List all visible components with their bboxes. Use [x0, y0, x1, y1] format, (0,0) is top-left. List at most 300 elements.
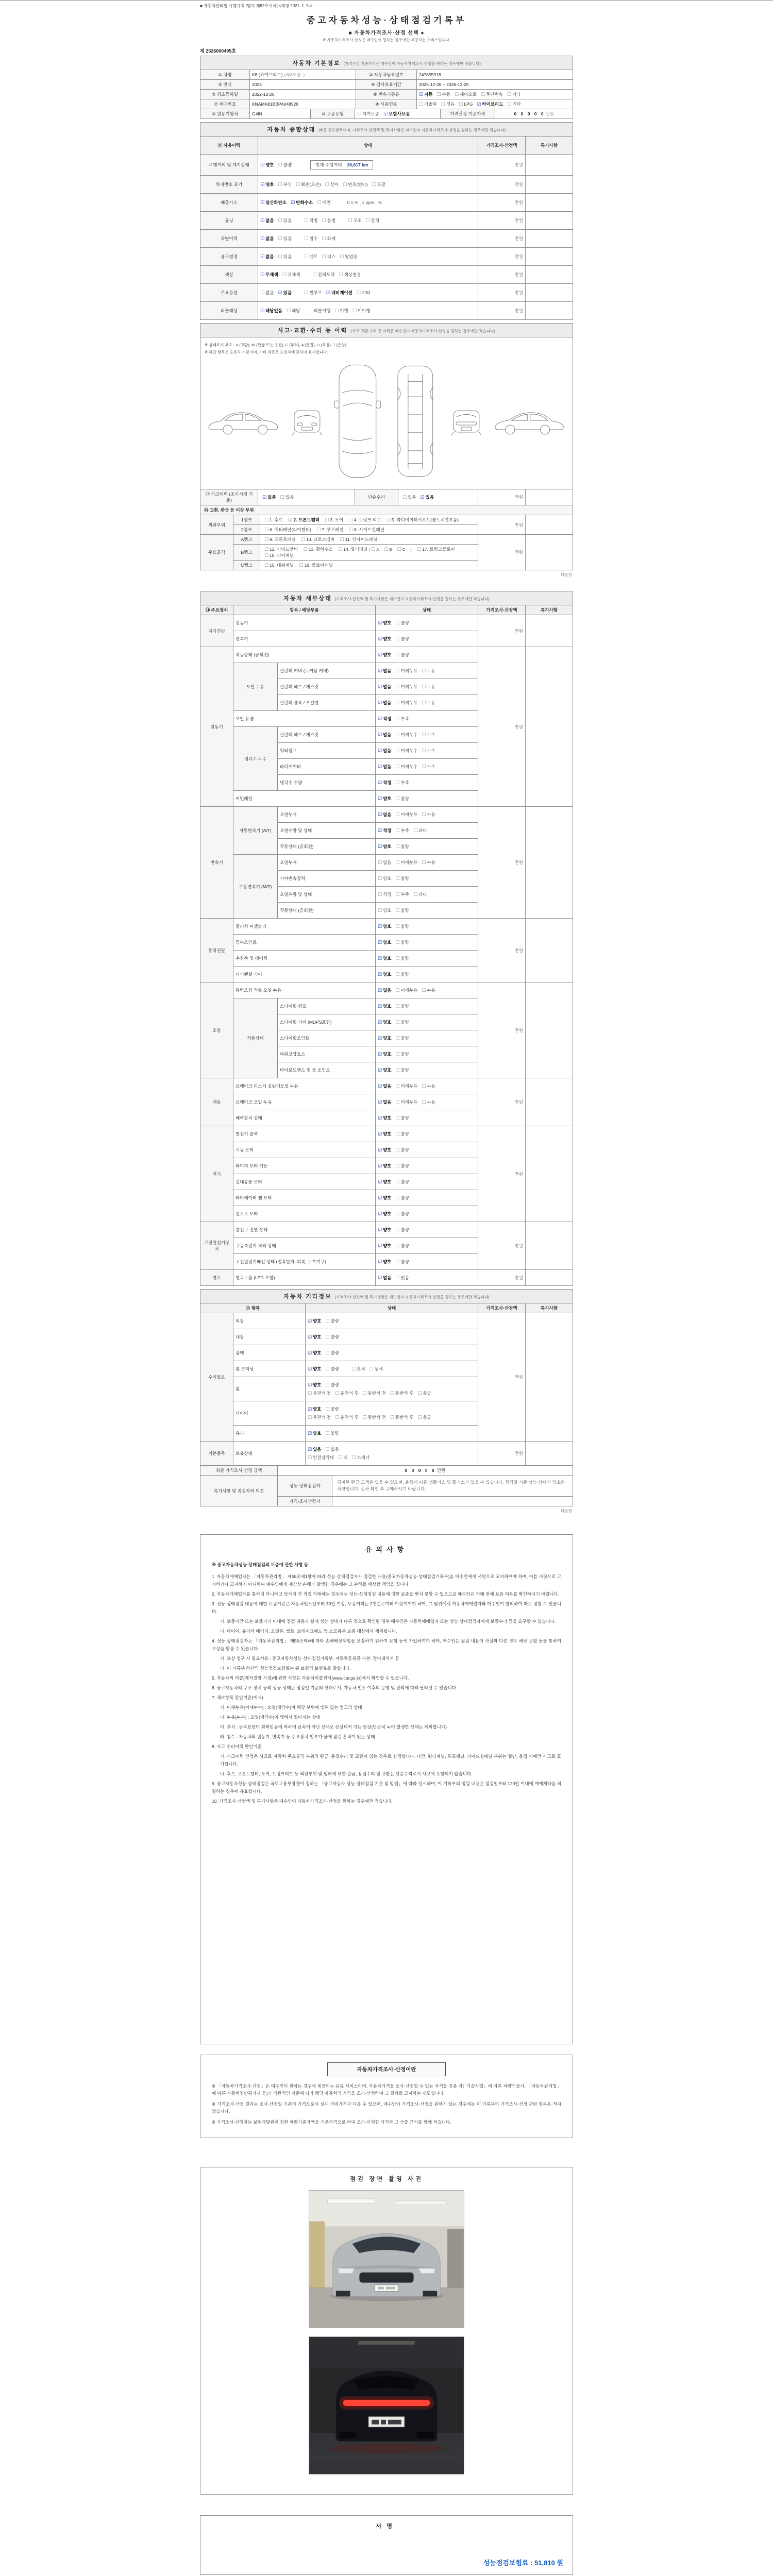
option-label: 불량	[330, 1382, 340, 1387]
checkbox-checked-icon: ☑	[308, 1447, 312, 1452]
note-cell	[525, 1078, 573, 1126]
section-note: (※은 중요항목이며, 가격조사·산정액 및 특기사항은 매수인이 자동차가격조사·산정을 원하는 경우에만 적습니다)	[318, 128, 506, 132]
option-label: 양호	[383, 1004, 392, 1009]
option-group	[308, 1366, 343, 1372]
option-label: 양호	[383, 620, 392, 625]
checkbox-unchecked-icon: ☐	[338, 547, 343, 552]
panel-group-label: 외판부위	[200, 515, 233, 535]
option-label: 불량	[400, 956, 410, 961]
mileage-label: 현재 주행거리	[315, 162, 342, 167]
option-unchecked	[363, 1390, 386, 1396]
note-cell	[525, 302, 573, 320]
field-label: ⑨ 원동기형식	[200, 109, 250, 119]
option-checked	[378, 1035, 392, 1041]
submodel-note: (세부모델 : )	[283, 73, 305, 77]
checkbox-checked-icon: ☑	[308, 1406, 312, 1412]
checkbox-unchecked-icon: ☐	[395, 796, 400, 801]
checkbox-unchecked-icon: ☐	[335, 1415, 340, 1420]
option-unchecked	[316, 527, 343, 533]
item-label: 광택	[233, 1345, 306, 1361]
price-survey-explain-paragraphs	[212, 2082, 561, 2126]
checkbox-unchecked-icon: ☐	[395, 748, 400, 753]
option-group	[378, 859, 440, 866]
checkbox-unchecked-icon: ☐	[378, 892, 382, 897]
checkbox-unchecked-icon: ☐	[369, 1366, 374, 1371]
option-label: 불량	[400, 1067, 410, 1073]
option-group	[378, 1259, 413, 1265]
final-price-unit: 만원	[437, 1468, 446, 1473]
checkbox-checked-icon: ☑	[288, 517, 293, 522]
price-cell: 만원	[478, 155, 525, 176]
status-cell	[376, 791, 478, 807]
checkbox-checked-icon: ☑	[383, 111, 388, 116]
checkbox-unchecked-icon: ☐	[395, 812, 400, 817]
table-row	[200, 807, 573, 823]
inspector-opinion-text: 경미한 판금·도색은 있을 수 있으며, 운행에 따른 생활기스 및 휠기스가 있을 수 있습니다. 점검일 기준 성능·상태가 양호한 차량입니다. 실차 확인 후 구매하시기 바랍니다.	[332, 1476, 573, 1497]
option-checked	[308, 1318, 322, 1324]
item-label: 변속기	[233, 631, 376, 647]
notice-section	[200, 1534, 573, 2044]
section-header-cell	[200, 123, 573, 137]
option-unchecked	[396, 1227, 410, 1233]
signature-label: 서명	[375, 2523, 398, 2530]
option-label: 적정	[383, 716, 392, 721]
option-label: 미세누유	[400, 700, 418, 705]
checkbox-unchecked-icon: ☐	[325, 1350, 330, 1355]
option-checked	[378, 1099, 392, 1105]
option-checked	[378, 1179, 392, 1185]
option-checked	[378, 684, 392, 690]
option-label: 동반석 후	[395, 1415, 414, 1420]
checkbox-unchecked-icon: ☐	[395, 668, 400, 673]
option-group	[378, 732, 440, 738]
option-label: 부족	[400, 892, 410, 897]
option-unchecked	[264, 562, 294, 568]
checkbox-unchecked-icon: ☐	[378, 908, 382, 913]
option-checked	[378, 1163, 392, 1169]
checkbox-checked-icon: ☑	[260, 272, 265, 277]
item-label: 작동상태 (공회전)	[278, 839, 376, 855]
notice-line: 8. 사고·수리이력 판단기준	[212, 1744, 262, 1749]
option-unchecked	[338, 546, 412, 552]
status-cell	[376, 647, 478, 663]
item-label: 보유상태	[233, 1442, 306, 1466]
table-row	[200, 155, 573, 176]
option-label: 미세누유	[400, 988, 418, 993]
option-unchecked	[335, 1414, 358, 1420]
option-label: 7. 루프패널	[322, 527, 344, 532]
status-cell	[376, 1094, 478, 1110]
checkbox-unchecked-icon: ☐	[334, 308, 339, 313]
option-label: 13. 휠하우스	[308, 547, 333, 552]
status-cell	[306, 1401, 478, 1426]
car-diagram-side-left-icon	[205, 405, 282, 437]
option-label: 없음	[383, 668, 392, 673]
notice-line: 9. 중고자동차성능·상태점검은 국토교통부장관이 정하는 「중고자동차 성능·상태점검 기준 및 방법」에 따라 실시하며, 이 기록부의 점검 내용은 점검일부터 120일 이내에 매매계약을 체결하는 경우에 유효합니다.	[212, 1781, 561, 1794]
overall-status-table	[200, 122, 573, 320]
rank-label: A랭크	[233, 535, 260, 545]
option-label: 없음	[383, 764, 392, 769]
column-header: 특기사항	[525, 137, 573, 155]
checkbox-unchecked-icon: ☐	[395, 1195, 400, 1200]
option-unchecked	[422, 987, 435, 993]
option-label: 기타	[512, 101, 521, 107]
option-unchecked	[357, 111, 379, 117]
option-unchecked	[287, 308, 300, 314]
checkbox-checked-icon: ☑	[378, 940, 382, 945]
option-label: 양호	[313, 1406, 322, 1412]
option-unchecked	[396, 1035, 410, 1041]
option-label: 전체도색	[317, 272, 335, 277]
item-label: 주요옵션	[200, 284, 258, 302]
checkbox-unchecked-icon: ☐	[413, 892, 418, 897]
option-label: 불량	[400, 1115, 410, 1121]
inspection-photo-front	[309, 2190, 464, 2328]
car-diagram-rear-icon	[447, 405, 485, 437]
car-rear-photo-shape	[336, 2371, 438, 2442]
note-cell	[525, 230, 573, 248]
checkbox-checked-icon: ☑	[378, 716, 382, 721]
option-unchecked	[264, 517, 283, 523]
option-unchecked	[349, 517, 381, 523]
checkbox-checked-icon: ☑	[308, 1350, 312, 1355]
option-label: 동반석 전	[367, 1415, 386, 1420]
inspection-valid-period: 2025-12-26 ~ 2026-12-25	[417, 80, 573, 90]
checkbox-unchecked-icon: ☐	[436, 92, 441, 97]
item-label: 실린더 블록 / 오일팬	[278, 695, 376, 711]
transmission-options	[417, 90, 573, 99]
checkbox-unchecked-icon: ☐	[325, 517, 329, 522]
status-cell	[376, 871, 478, 887]
option-unchecked	[396, 1051, 410, 1057]
table-header-row	[200, 605, 573, 615]
option-group	[378, 843, 413, 850]
option-unchecked	[396, 987, 418, 993]
accident-history-options	[258, 489, 355, 505]
option-label: 불량	[330, 1366, 340, 1371]
option-label: 2. 프론트펜더	[293, 517, 320, 522]
item-label: 차대번호 표기	[200, 176, 258, 194]
inspection-photo-rear	[309, 2336, 464, 2475]
status-cell	[376, 679, 478, 695]
column-header: ⑮ 항목	[200, 1303, 306, 1313]
price-cell: 만원	[478, 647, 525, 807]
status-cell	[376, 903, 478, 919]
status-cell	[306, 1361, 478, 1377]
checkbox-checked-icon: ☑	[378, 1195, 382, 1200]
checkbox-unchecked-icon: ☐	[395, 764, 400, 769]
option-label: 16. 플로어패널	[304, 563, 333, 568]
price-cell: 만원	[478, 230, 525, 248]
option-label: 불량	[283, 162, 292, 167]
option-checked	[378, 1115, 392, 1121]
explain-paragraph: ※ 가격조사·산정자는 보험개발원이 정한 차량기준가액을 기준가격으로 하여 조사·산정한 가격과 그 산출 근거를 함께 적습니다.	[212, 2120, 451, 2125]
option-group	[378, 1147, 413, 1153]
checkbox-unchecked-icon: ☐	[413, 828, 418, 833]
option-label: 양호	[313, 1318, 322, 1324]
option-unchecked	[322, 217, 336, 224]
option-label: 미세누유	[400, 668, 418, 673]
car-front-photo-shape	[333, 2233, 440, 2296]
checkbox-checked-icon: ☑	[378, 1227, 382, 1232]
option-label: 적정	[383, 892, 392, 897]
option-label: 훼손(오손)	[301, 182, 321, 187]
option-label: 불량	[330, 1318, 340, 1324]
option-label: 부식	[283, 182, 292, 187]
checkbox-unchecked-icon: ☐	[395, 1259, 400, 1264]
checkbox-unchecked-icon: ☐	[312, 272, 317, 277]
status-cell	[376, 1254, 478, 1270]
rank-label: 2랭크	[233, 525, 260, 535]
column-header: ⑭ 주요장치	[200, 605, 233, 615]
field-label: ⑦ 차대번호	[200, 99, 250, 109]
checkbox-checked-icon: ☑	[378, 988, 382, 993]
inspector-label: 성능·상태점검자	[278, 1476, 332, 1497]
checkbox-checked-icon: ☑	[260, 254, 265, 259]
option-label: 양호	[383, 956, 392, 961]
table-row	[200, 489, 573, 505]
option-unchecked	[419, 101, 437, 107]
option-unchecked	[357, 290, 371, 296]
option-unchecked	[339, 272, 361, 278]
option-label: 불량	[330, 1406, 340, 1412]
option-unchecked	[308, 1414, 331, 1420]
checkbox-unchecked-icon: ☐	[441, 101, 445, 107]
status-cell	[376, 967, 478, 982]
option-unchecked	[396, 955, 410, 961]
sub-group-label: 냉각수 누수	[233, 727, 278, 791]
option-unchecked	[396, 1115, 410, 1121]
detail-status-table	[200, 591, 573, 1286]
option-checked	[419, 91, 433, 97]
table-row	[200, 1222, 573, 1238]
option-label: 있음	[400, 1275, 410, 1280]
option-label: 무단변속	[486, 92, 503, 97]
option-checked	[378, 1083, 392, 1089]
notice-line: 나. 이 기록부 하단의 성능점검보험료는 위 보험의 보험료를 말합니다.	[220, 1666, 351, 1671]
checkbox-unchecked-icon: ☐	[325, 1447, 330, 1452]
option-unchecked	[278, 217, 292, 224]
option-unchecked	[396, 859, 418, 866]
checkbox-unchecked-icon: ☐	[308, 1391, 312, 1396]
option-unchecked	[340, 536, 378, 543]
checkbox-unchecked-icon: ☐	[395, 940, 400, 945]
checkbox-unchecked-icon: ☐	[395, 1036, 400, 1041]
option-label: 미이행	[357, 308, 371, 313]
checkbox-unchecked-icon: ☐	[308, 1455, 312, 1460]
option-group	[334, 308, 374, 314]
checkbox-checked-icon: ☑	[308, 1382, 312, 1387]
checkbox-checked-icon: ☑	[378, 972, 382, 977]
item-label: 충전구 절연 상태	[233, 1222, 376, 1238]
option-group	[378, 652, 413, 658]
table-row	[200, 266, 573, 284]
rank-items	[260, 535, 478, 545]
table-row	[200, 284, 573, 302]
status-cell	[258, 302, 478, 320]
price-cell: 만원	[478, 176, 525, 194]
option-checked	[260, 308, 282, 314]
checkbox-unchecked-icon: ☐	[357, 111, 362, 116]
option-label: 탄화수소	[296, 200, 313, 205]
option-group	[260, 253, 296, 260]
state-code-legend: ※ 상태표시 부호 : X (교환), W (판금 또는 용접), C (부식), A (흠집), U (요철), T (손상)	[205, 343, 346, 347]
option-unchecked	[396, 1019, 410, 1025]
option-label: 12. 사이드멤버	[270, 547, 298, 552]
table-row	[200, 919, 573, 935]
option-group	[378, 971, 413, 977]
option-unchecked	[397, 547, 406, 552]
option-unchecked	[325, 181, 339, 188]
document-number: 제 2526000495호	[200, 48, 236, 54]
checkbox-unchecked-icon: ☐	[340, 254, 344, 259]
note-cell	[525, 615, 573, 647]
item-label: 오일유량 및 상태	[278, 887, 376, 903]
option-unchecked	[326, 1430, 340, 1436]
option-label: 안전삼각대	[313, 1455, 334, 1460]
section-header-cell	[200, 1290, 573, 1303]
checkbox-unchecked-icon: ☐	[395, 908, 400, 913]
sub-group-label: 작동상태	[233, 998, 278, 1078]
option-unchecked	[396, 1243, 410, 1249]
option-unchecked	[396, 795, 410, 802]
option-label: 렌트	[309, 254, 318, 259]
checkbox-unchecked-icon: ☐	[351, 1455, 356, 1460]
option-checked	[308, 1382, 322, 1388]
checkbox-unchecked-icon: ☐	[343, 182, 347, 187]
warranty-options	[355, 109, 441, 119]
checkbox-checked-icon: ☑	[378, 636, 382, 641]
option-label: 냄새	[374, 1366, 383, 1371]
option-checked	[378, 1131, 392, 1137]
item-label: 유리	[233, 1426, 306, 1442]
checkbox-unchecked-icon: ☐	[395, 844, 400, 849]
option-label: 구조	[353, 218, 362, 223]
device-group-label: 고전원전기장치	[200, 1222, 233, 1270]
option-label: 무채색	[265, 272, 278, 277]
option-label: 적정	[383, 780, 392, 785]
option-unchecked	[422, 700, 435, 706]
price-survey-service-note: ※ 자동차가격조사·산정은 매수인이 원하는 경우에만 제공하는 서비스입니다.	[323, 38, 450, 42]
table-row	[200, 615, 573, 631]
option-label: 불량	[400, 636, 410, 641]
status-cell	[376, 663, 478, 679]
option-label: 누유	[427, 700, 435, 705]
notice-line: 가. 미세누유(미세누수) : 오일(냉각수)이 해당 부위에 맺혀 있는 정도의 상태	[220, 1705, 362, 1710]
option-label: 불량	[400, 1227, 410, 1232]
option-group	[378, 1003, 413, 1009]
status-cell	[376, 775, 478, 791]
option-unchecked	[396, 891, 410, 897]
option-unchecked	[326, 1446, 340, 1452]
checkbox-unchecked-icon: ☐	[395, 636, 400, 641]
table-row	[200, 647, 573, 663]
note-cell	[525, 535, 573, 570]
item-label: 연료누출 (LPG 포함)	[233, 1270, 376, 1286]
measured-values: 0.1 % , 1 ppm , %	[347, 200, 382, 205]
option-group	[260, 162, 296, 168]
option-unchecked	[326, 1350, 340, 1356]
checkbox-checked-icon: ☑	[378, 1004, 382, 1009]
status-cell	[376, 1270, 478, 1286]
table-row	[200, 109, 573, 119]
option-group	[378, 1099, 440, 1105]
column-header: 가격조사·산정액	[478, 1303, 525, 1313]
option-unchecked	[422, 732, 435, 738]
status-cell	[306, 1313, 478, 1329]
option-label: 양호	[383, 1147, 392, 1153]
option-unchecked	[264, 546, 298, 552]
option-group	[308, 1446, 343, 1452]
checkbox-checked-icon: ☑	[378, 1083, 382, 1089]
checkbox-unchecked-icon: ☐	[395, 700, 400, 705]
table-row	[200, 99, 573, 109]
rank-label: C랭크	[233, 561, 260, 570]
option-label: 불량	[400, 1195, 410, 1200]
checkbox-unchecked-icon: ☐	[422, 764, 426, 769]
option-unchecked	[417, 1390, 431, 1396]
option-unchecked	[369, 1366, 383, 1372]
checkbox-checked-icon: ☑	[291, 200, 295, 205]
option-checked	[288, 517, 320, 523]
field-label: ⑤ 최초등록일	[200, 90, 250, 99]
option-group	[378, 779, 413, 786]
option-unchecked	[441, 101, 455, 107]
option-checked	[260, 253, 274, 260]
explain-paragraph: ※ 「자동차가격조사·산정」은 매수인이 원하는 경우에 제공되는 유료 서비스이며, 자동차가격을 조사·산정할 수 있는 자격을 갖춘 자(「기술사법」에 따른 차량기술사, 「자동차관리법」에 따른 자동차진단평가사 등)가 객관적인 기준에 따라 해당 자동차의 가격을 조사·산정하여 그 결과를 고지하는 제도입니다.	[212, 2083, 561, 2096]
option-unchecked	[459, 101, 473, 107]
option-label: 미세누유	[400, 1083, 418, 1089]
option-label: 10. 크로스멤버	[306, 537, 335, 542]
option-unchecked	[422, 811, 435, 818]
option-checked	[378, 1195, 392, 1201]
option-checked	[378, 652, 392, 658]
option-label: 누유	[427, 812, 435, 817]
option-unchecked	[282, 272, 300, 278]
checkbox-unchecked-icon: ☐	[351, 1366, 356, 1371]
option-unchecked	[417, 1414, 431, 1420]
price-cell: 만원	[478, 919, 525, 982]
checkbox-unchecked-icon: ☐	[264, 547, 269, 552]
option-unchecked	[396, 1211, 410, 1217]
checkbox-unchecked-icon: ☐	[264, 517, 269, 522]
option-label: 미세누수	[400, 748, 418, 753]
section-header-row	[200, 324, 573, 337]
notice-line: ※ 중고자동차성능·상태점검의 보증에 관한 사항 등	[212, 1562, 309, 1567]
device-group-label: 연료	[200, 1270, 233, 1286]
option-label: C	[402, 547, 406, 552]
option-unchecked	[326, 1406, 340, 1412]
option-label: 상이	[330, 182, 339, 187]
option-label: 불량	[330, 1334, 340, 1340]
option-group	[378, 1019, 413, 1025]
option-label: 운전석 후	[340, 1391, 359, 1396]
device-group-label: 원동기	[200, 647, 233, 807]
checkbox-checked-icon: ☑	[378, 684, 382, 689]
item-label: 실내송풍 모터	[233, 1174, 376, 1190]
checkbox-unchecked-icon: ☐	[365, 218, 370, 223]
status-cell	[376, 823, 478, 839]
option-label: 없음	[267, 495, 276, 500]
option-unchecked	[326, 1334, 340, 1340]
option-group	[304, 253, 362, 260]
option-checked	[378, 716, 392, 722]
item-label: 주행거리 및 계기상태	[200, 155, 258, 176]
checkbox-unchecked-icon: ☐	[395, 1052, 400, 1057]
section-note: (가격조사·산정액 및 특기사항은 매수인이 자동차가격조사·산정을 원하는 경우에만 적습니다)	[334, 597, 490, 601]
checkbox-checked-icon: ☑	[378, 1131, 382, 1137]
checkbox-unchecked-icon: ☐	[325, 1334, 330, 1340]
